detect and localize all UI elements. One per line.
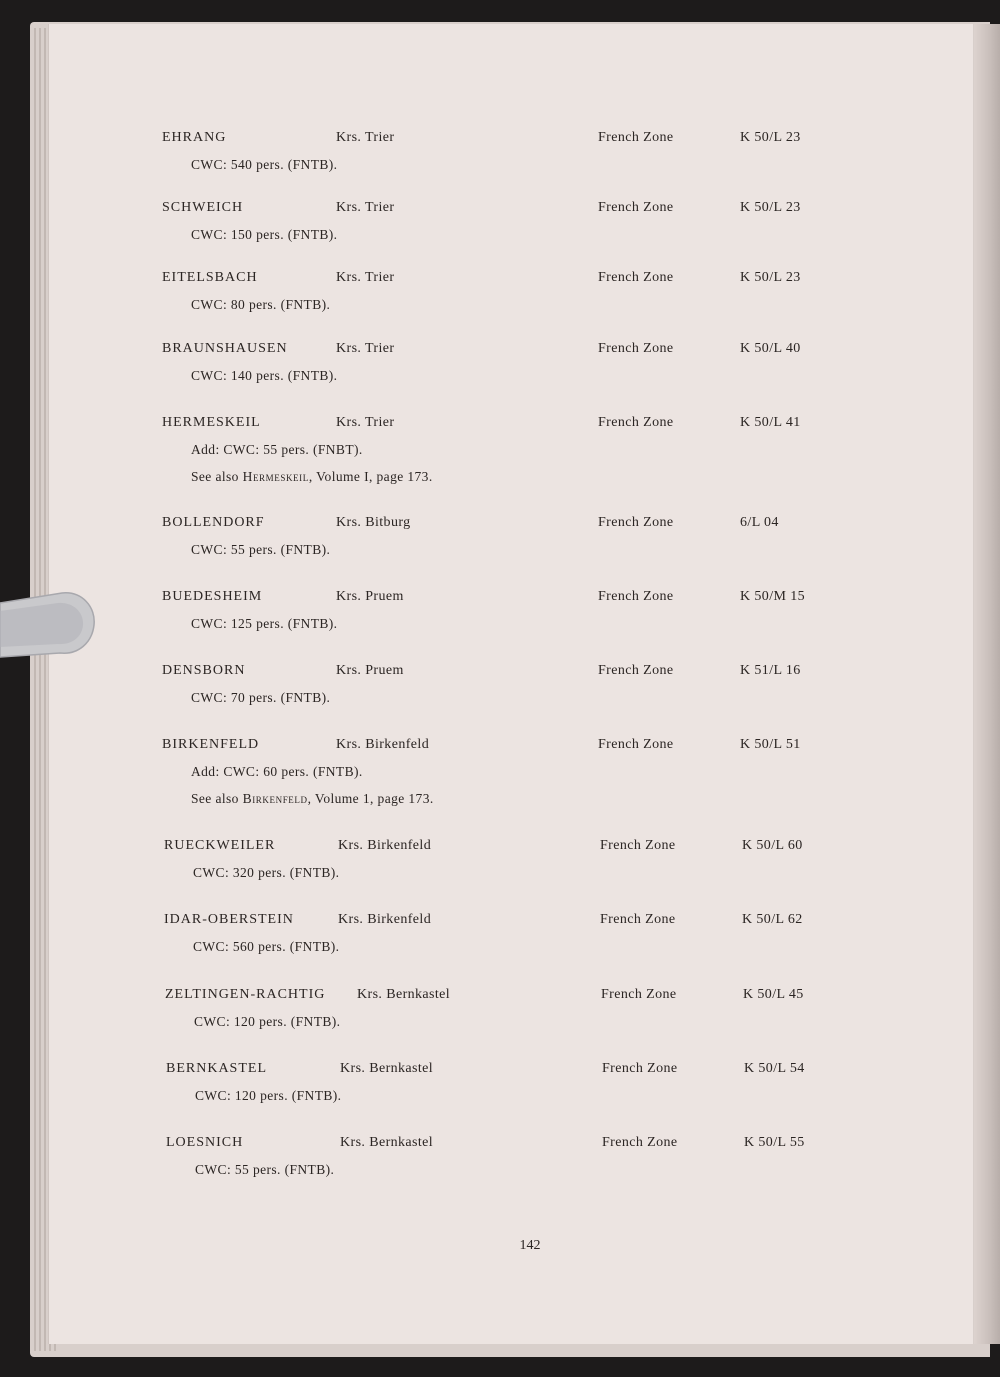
place-name: DENSBORN bbox=[162, 663, 246, 678]
cross-reference-name: Birkenfeld bbox=[242, 791, 308, 806]
entry-detail: CWC: 80 pers. (FNTB). bbox=[191, 297, 331, 312]
cross-reference-text: , Volume I, page 173. bbox=[308, 469, 433, 484]
grid-reference: K 50/L 54 bbox=[744, 1061, 805, 1076]
entry-hermeskeil bbox=[0, 415, 1000, 505]
district: Krs. Trier bbox=[336, 130, 395, 145]
grid-reference: K 50/L 51 bbox=[740, 737, 801, 752]
place-name: BRAUNSHAUSEN bbox=[162, 341, 288, 356]
place-name: EHRANG bbox=[162, 130, 227, 145]
zone: French Zone bbox=[598, 130, 674, 145]
entry-detail: Add: CWC: 60 pers. (FNTB). bbox=[191, 764, 363, 779]
place-name: BOLLENDORF bbox=[162, 515, 265, 530]
grid-reference: K 50/L 55 bbox=[744, 1135, 805, 1150]
entry-detail: CWC: 560 pers. (FNTB). bbox=[193, 939, 340, 954]
place-name: SCHWEICH bbox=[162, 200, 244, 215]
place-name: RUECKWEILER bbox=[164, 838, 276, 853]
district: Krs. Trier bbox=[336, 270, 395, 285]
entry-detail: CWC: 540 pers. (FNTB). bbox=[191, 157, 338, 172]
zone: French Zone bbox=[598, 737, 674, 752]
grid-reference: K 50/L 23 bbox=[740, 270, 801, 285]
grid-reference: K 51/L 16 bbox=[740, 663, 801, 678]
grid-reference: K 50/L 23 bbox=[740, 130, 801, 145]
zone: French Zone bbox=[598, 200, 674, 215]
place-name: BUEDESHEIM bbox=[162, 589, 263, 604]
grid-reference: K 50/L 45 bbox=[743, 987, 804, 1002]
entry-detail: CWC: 150 pers. (FNTB). bbox=[191, 227, 338, 242]
grid-reference: K 50/M 15 bbox=[740, 589, 806, 604]
place-name: HERMESKEIL bbox=[162, 415, 261, 430]
district: Krs. Bernkastel bbox=[340, 1135, 434, 1150]
grid-reference: K 50/L 62 bbox=[742, 912, 803, 927]
grid-reference: K 50/L 41 bbox=[740, 415, 801, 430]
zone: French Zone bbox=[602, 1061, 678, 1076]
district: Krs. Bernkastel bbox=[357, 987, 451, 1002]
grid-reference: K 50/L 60 bbox=[742, 838, 803, 853]
entry-detail: CWC: 140 pers. (FNTB). bbox=[191, 368, 338, 383]
place-name: BIRKENFELD bbox=[162, 737, 260, 752]
entry-loesnich bbox=[0, 1135, 1000, 1225]
cross-reference-name: Hermeskeil bbox=[242, 469, 309, 484]
zone: French Zone bbox=[600, 838, 676, 853]
district: Krs. Pruem bbox=[336, 589, 404, 604]
entry-detail: CWC: 120 pers. (FNTB). bbox=[195, 1088, 342, 1103]
entry-detail: CWC: 120 pers. (FNTB). bbox=[194, 1014, 341, 1029]
district: Krs. Birkenfeld bbox=[336, 737, 430, 752]
place-name: IDAR-OBERSTEIN bbox=[164, 912, 294, 927]
place-name: ZELTINGEN-RACHTIG bbox=[165, 987, 326, 1002]
cross-reference-text: See also bbox=[191, 791, 243, 806]
place-name: BERNKASTEL bbox=[166, 1061, 267, 1076]
place-name: EITELSBACH bbox=[162, 270, 258, 285]
district: Krs. Pruem bbox=[336, 663, 404, 678]
district: Krs. Trier bbox=[336, 341, 395, 356]
entry-detail: CWC: 320 pers. (FNTB). bbox=[193, 865, 340, 880]
entry-birkenfeld bbox=[0, 737, 1000, 827]
entry-detail: Add: CWC: 55 pers. (FNBT). bbox=[191, 442, 363, 457]
entry-detail: CWC: 125 pers. (FNTB). bbox=[191, 616, 338, 631]
district: Krs. Trier bbox=[336, 415, 395, 430]
entry-detail: CWC: 55 pers. (FNTB). bbox=[195, 1162, 335, 1177]
entry-detail bbox=[191, 469, 433, 485]
page-number: 142 bbox=[519, 1238, 541, 1253]
zone: French Zone bbox=[598, 589, 674, 604]
entry-detail: CWC: 70 pers. (FNTB). bbox=[191, 690, 331, 705]
zone: French Zone bbox=[598, 341, 674, 356]
cross-reference-text: See also bbox=[191, 469, 243, 484]
grid-reference: K 50/L 23 bbox=[740, 200, 801, 215]
district: Krs. Trier bbox=[336, 200, 395, 215]
grid-reference: 6/L 04 bbox=[740, 515, 779, 530]
zone: French Zone bbox=[598, 415, 674, 430]
entry-detail: CWC: 55 pers. (FNTB). bbox=[191, 542, 331, 557]
district: Krs. Birkenfeld bbox=[338, 838, 432, 853]
entry-detail bbox=[191, 791, 434, 807]
zone: French Zone bbox=[598, 270, 674, 285]
zone: French Zone bbox=[598, 663, 674, 678]
zone: French Zone bbox=[598, 515, 674, 530]
district: Krs. Birkenfeld bbox=[338, 912, 432, 927]
cross-reference-text: , Volume 1, page 173. bbox=[307, 791, 434, 806]
district: Krs. Bernkastel bbox=[340, 1061, 434, 1076]
grid-reference: K 50/L 40 bbox=[740, 341, 801, 356]
district: Krs. Bitburg bbox=[336, 515, 411, 530]
zone: French Zone bbox=[602, 1135, 678, 1150]
zone: French Zone bbox=[600, 912, 676, 927]
place-name: LOESNICH bbox=[166, 1135, 244, 1150]
zone: French Zone bbox=[601, 987, 677, 1002]
